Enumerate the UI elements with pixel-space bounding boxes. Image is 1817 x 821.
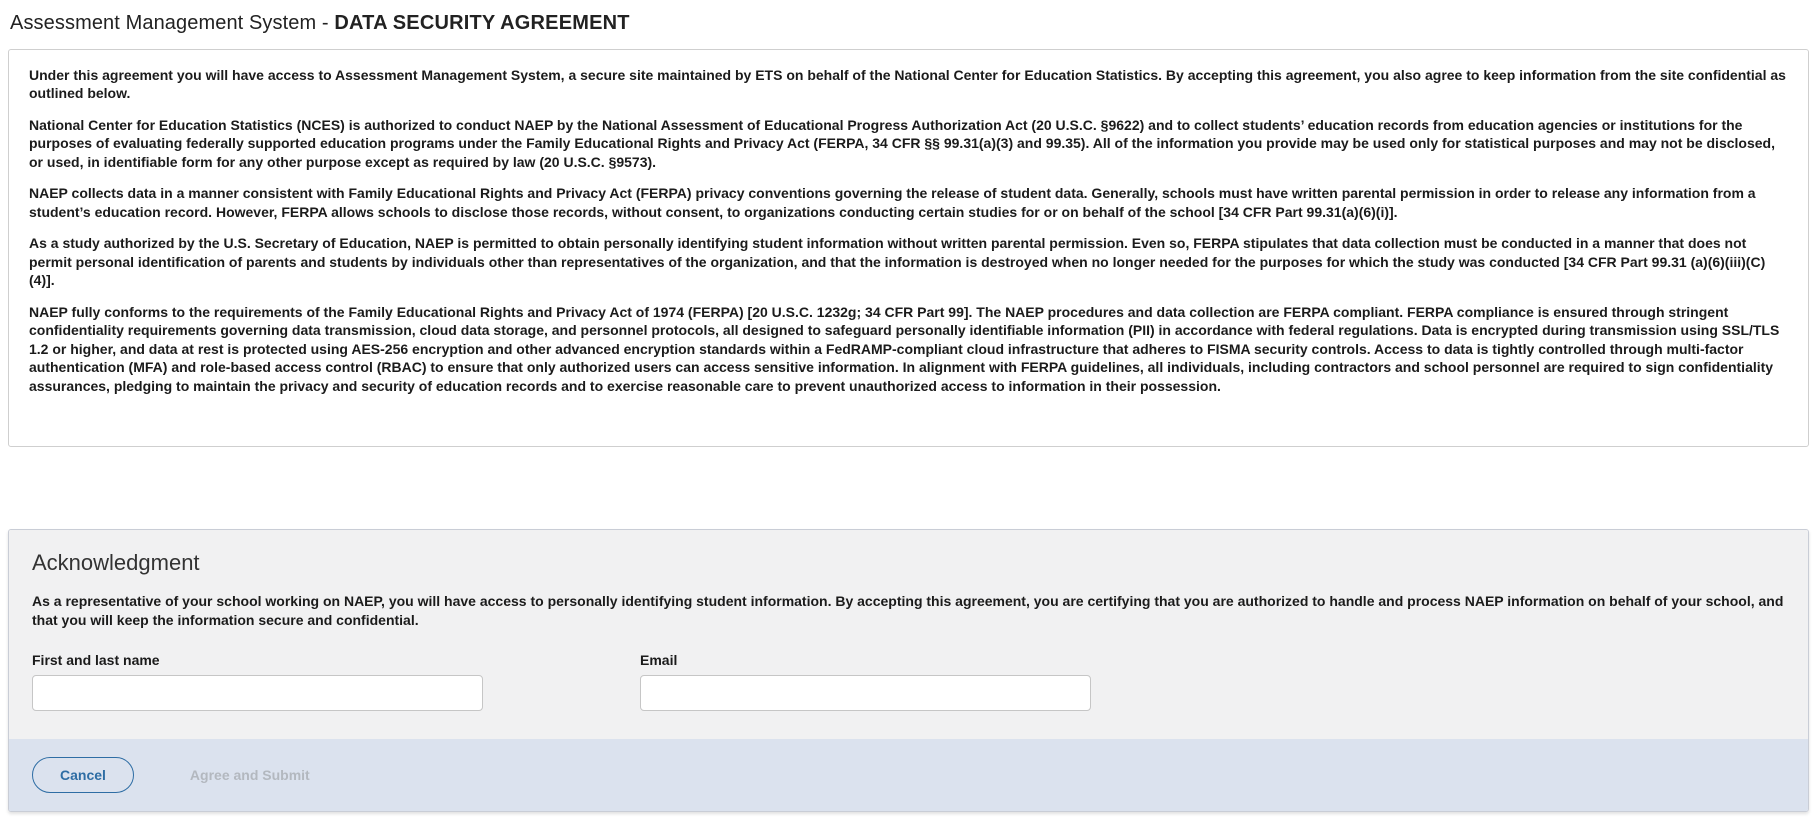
page-title-agreement-name: DATA SECURITY AGREEMENT: [334, 12, 630, 34]
agreement-paragraph: As a study authorized by the U.S. Secretary of Education, NAEP is permitted to obtain personally identifying student information without written parental permission. Even so, FERPA stipulates that data collection must be conducted in a manner that does not permit personal identification of parents and students by individuals other than representatives of the organization, and that the information is destroyed when no longer needed for the purposes for which the study was conducted [34 CFR Part 99.31 (a)(6)(iii)(C) (4)].: [29, 235, 1766, 289]
page-title-prefix: Assessment Management System -: [10, 12, 335, 34]
agree-and-submit-button[interactable]: Agree and Submit: [184, 766, 316, 784]
footer-action-bar: [9, 739, 1808, 811]
page-title: [10, 12, 1809, 35]
agreement-panel: [8, 49, 1809, 447]
name-field-label: First and last name: [32, 651, 160, 668]
agreement-paragraph: NAEP collects data in a manner consistent with Family Educational Rights and Privacy Act (FERPA) privacy conventions governing the release of student data. Generally, schools must have written parental permission in order to release any information from a student’s education record. However, FERPA allows schools to disclose those records, without consent, to organizations conducting certain studies for or on behalf of the school [34 CFR Part 99.31(a)(6)(i)].: [29, 185, 1756, 220]
acknowledgment-section: [9, 530, 1808, 739]
email-field-label: Email: [640, 651, 678, 668]
acknowledgment-container: [8, 529, 1809, 812]
acknowledgment-body: As a representative of your school working on NAEP, you will have access to personally identifying student information. By accepting this agreement, you are certifying that you are authorized to handle and process NAEP information on behalf of your school, and that you will keep the information secure and confidential.: [32, 593, 1784, 628]
cancel-button[interactable]: Cancel: [32, 757, 134, 793]
agreement-paragraph: NAEP fully conforms to the requirements of the Family Educational Rights and Privacy Act of 1974 (FERPA) [20 U.S.C. 1232g; 34 CFR Part 99]. The NAEP procedures and data collection are FERPA compliant. FERPA compliance is ensured through stringent confidentiality requirements governing data transmission, cloud data storage, and personnel protocols, all designed to safeguard personally identifiable information (PII) in accordance with federal regulations. Data is encrypted during transmission using SSL/TLS 1.2 or higher, and data at rest is protected using AES-256 encryption and other advanced encryption standards within a FedRAMP-compliant cloud infrastructure that adheres to FISMA security controls. Access to data is tightly controlled through multi-factor authentication (MFA) and role-based access control (RBAC) to ensure that only authorized users can access sensitive information. In alignment with FERPA guidelines, all individuals, including contractors and school personnel are required to sign confidentiality assurances, pledging to maintain the privacy and security of education records and to exercise reasonable care to prevent unauthorized access to information in their possession.: [29, 303, 1780, 394]
acknowledgment-heading: Acknowledgment: [32, 550, 200, 575]
email-field-group: [640, 652, 1091, 711]
name-input[interactable]: [32, 675, 483, 711]
agreement-paragraph: Under this agreement you will have access to Assessment Management System, a secure site maintained by ETS on behalf of the National Center for Education Statistics. By accepting this agreement, you also agree to keep information from the site confidential as outlined below.: [29, 67, 1786, 102]
agreement-paragraph: National Center for Education Statistics (NCES) is authorized to conduct NAEP by the National Assessment of Educational Progress Authorization Act (20 U.S.C. §9622) and to collect students’ education records from education agencies or institutions for the purposes of evaluating federally supported education programs under the Family Educational Rights and Privacy Act (FERPA, 34 CFR §§ 99.31(a)(3) and 99.35). All of the information you provide may be used only for statistical purposes and may not be disclosed, or used, in identifiable form for any other purpose except as required by law (20 U.S.C. §9573).: [29, 116, 1775, 170]
acknowledgment-fields-row: [32, 652, 1785, 711]
email-input[interactable]: [640, 675, 1091, 711]
name-field-group: [32, 652, 483, 711]
